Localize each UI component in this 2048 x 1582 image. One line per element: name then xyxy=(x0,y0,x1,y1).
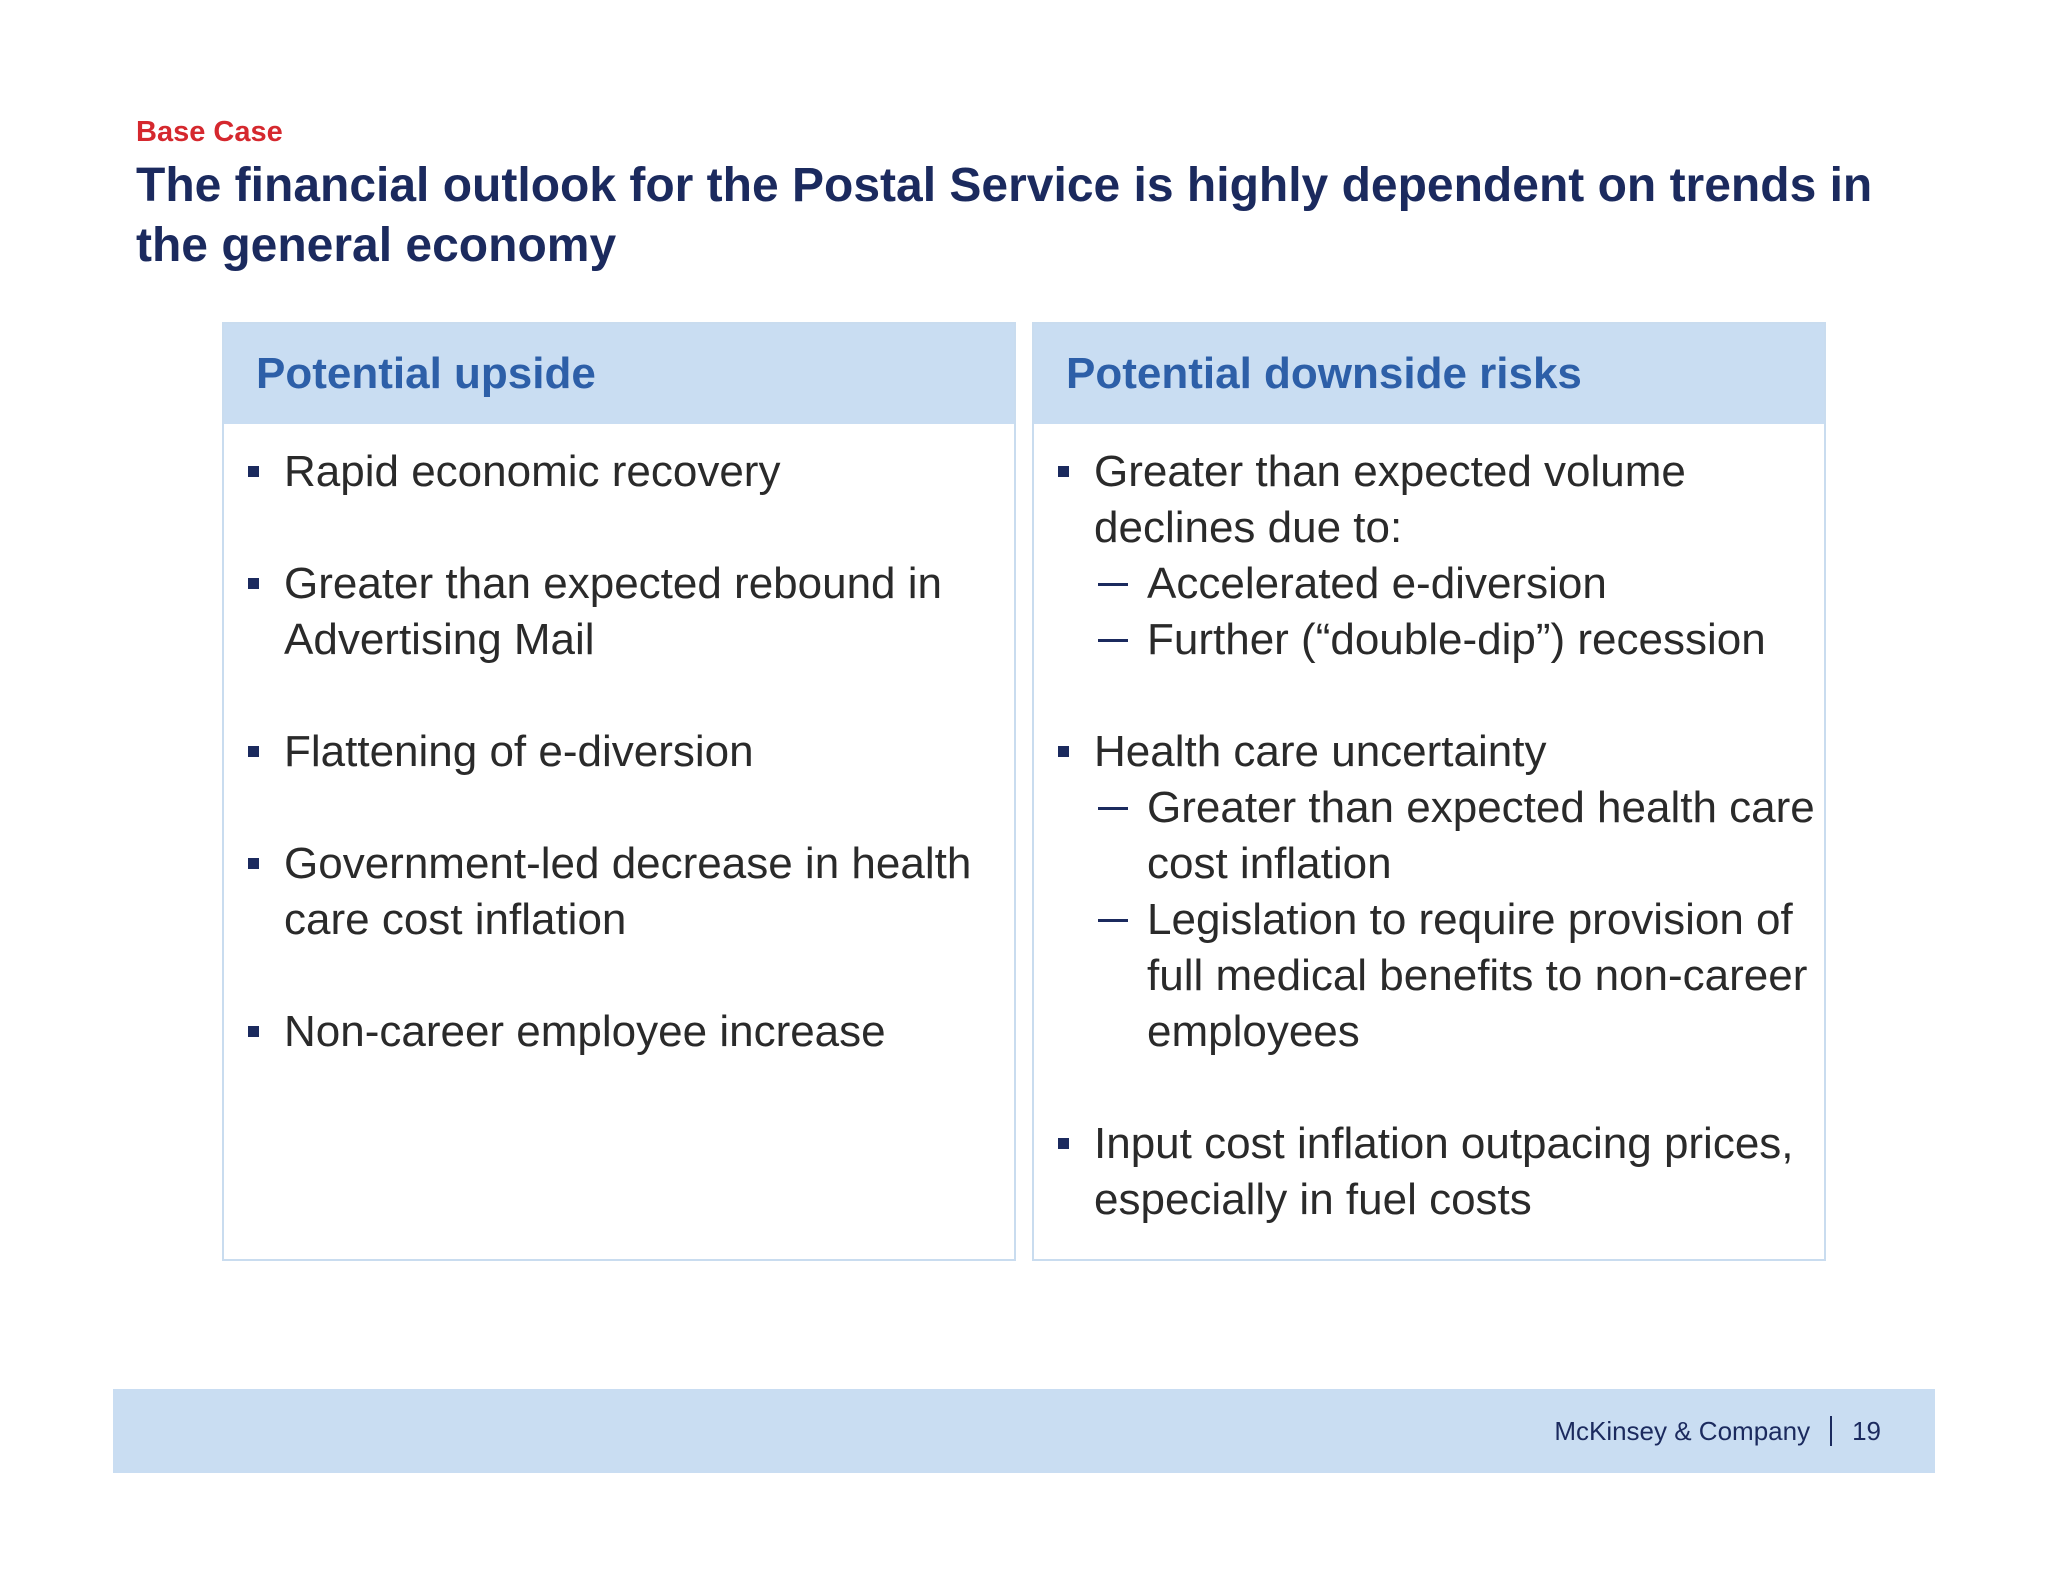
sub-list-item xyxy=(1034,612,1816,668)
bullet-square-icon xyxy=(248,466,259,477)
downside-panel xyxy=(1032,322,1826,1261)
list-item-text: Greater than expected rebound in Advertising Mail xyxy=(284,559,943,664)
downside-list xyxy=(1034,424,1824,1228)
list-item-text: Non-career employee increase xyxy=(284,1007,886,1056)
bullet-square-icon xyxy=(1058,1138,1069,1149)
sub-list-item xyxy=(1034,556,1816,612)
bullet-square-icon xyxy=(248,578,259,589)
sub-list-item-text: Further (“double-dip”) recession xyxy=(1147,615,1766,664)
sub-list-item-text: Legislation to require provision of full medical benefits to non-career employees xyxy=(1147,895,1808,1056)
list-item xyxy=(224,1004,1006,1060)
sub-list-item xyxy=(1034,780,1816,892)
list-item-text: Rapid economic recovery xyxy=(284,447,781,496)
bullet-square-icon xyxy=(248,1026,259,1037)
list-item xyxy=(1034,724,1816,780)
dash-icon xyxy=(1098,583,1128,586)
footer xyxy=(1554,1389,1881,1473)
footer-bar xyxy=(113,1389,1935,1473)
sub-list-item-text: Accelerated e-diversion xyxy=(1147,559,1607,608)
list-item xyxy=(224,724,1006,780)
upside-panel-header: Potential upside xyxy=(224,324,1014,424)
page-number: 19 xyxy=(1852,1415,1881,1446)
list-item xyxy=(224,556,1006,668)
bullet-square-icon xyxy=(248,858,259,869)
list-item-text: Health care uncertainty xyxy=(1094,727,1547,776)
footer-divider xyxy=(1830,1416,1832,1446)
upside-panel xyxy=(222,322,1016,1261)
page-title: The financial outlook for the Postal Service is highly dependent on trends in the general economy xyxy=(136,159,1873,272)
list-item-text: Greater than expected volume declines due to: xyxy=(1094,447,1686,552)
sub-list-item-text: Greater than expected health care cost inflation xyxy=(1147,783,1815,888)
tracker-label: Base Case xyxy=(136,116,283,148)
list-item xyxy=(1034,444,1816,556)
list-item xyxy=(224,836,1006,948)
bullet-square-icon xyxy=(1058,466,1069,477)
bullet-square-icon xyxy=(248,746,259,757)
list-item-text: Government-led decrease in health care cost inflation xyxy=(284,839,972,944)
bullet-square-icon xyxy=(1058,746,1069,757)
dash-icon xyxy=(1098,639,1128,642)
dash-icon xyxy=(1098,919,1128,922)
downside-panel-header: Potential downside risks xyxy=(1034,324,1824,424)
list-item xyxy=(224,444,1006,500)
sub-list-item xyxy=(1034,892,1816,1060)
list-item-text: Input cost inflation outpacing prices, especially in fuel costs xyxy=(1094,1119,1794,1224)
list-item-text: Flattening of e-diversion xyxy=(284,727,754,776)
dash-icon xyxy=(1098,807,1128,810)
list-item xyxy=(1034,1116,1816,1228)
company-name: McKinsey & Company xyxy=(1554,1415,1811,1446)
upside-list xyxy=(224,424,1014,1060)
